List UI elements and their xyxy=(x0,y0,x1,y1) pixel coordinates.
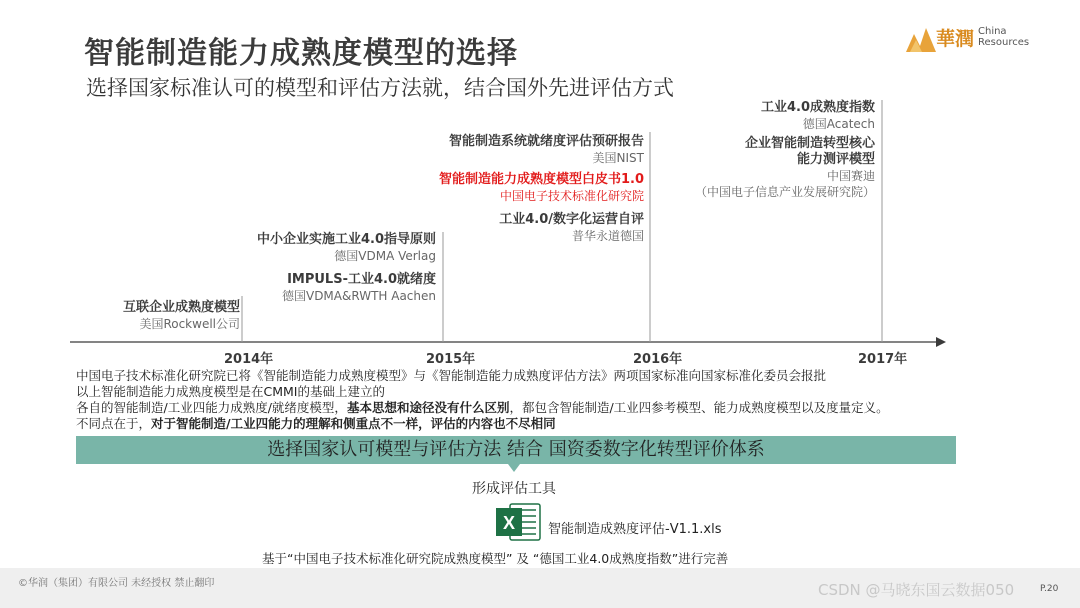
year-2017: 2017年 xyxy=(858,352,908,367)
svg-text:X: X xyxy=(502,513,516,533)
logo-mark-icon xyxy=(906,24,936,52)
bottom-note: 基于“中国电子技术标准化研究院成熟度模型” 及 “德国工业4.0成熟度指数”进行完善 xyxy=(262,551,729,566)
file-name[interactable]: 智能制造成熟度评估-V1.1.xls xyxy=(548,522,722,537)
timeline-item: 中小企业实施工业4.0指导原则 德国VDMA Verlag xyxy=(256,232,436,263)
company-logo xyxy=(906,20,1036,56)
year-2016: 2016年 xyxy=(633,352,683,367)
year-2014: 2014年 xyxy=(224,352,274,367)
excel-file-icon[interactable] xyxy=(496,502,542,542)
copyright-text: ©华润（集团）有限公司 未经授权 禁止翻印 xyxy=(18,578,215,589)
logo-chinese: 華潤 xyxy=(936,28,975,50)
timeline-item: 互联企业成熟度模型 美国Rockwell公司 xyxy=(122,300,240,331)
description-paragraph: 中国电子技术标准化研究院已将《智能制造能力成熟度模型》与《智能制造能力成熟度评估方法》两项国家标准向国家标准化委员会报批 以上智能制造能力成熟度模型是在CMMI的基础上建立的 各自的智能制造/工业四能力成熟度/就绪度模型，基本思想和途径没有什么区别，都包含智能制造/工业四参考模型、能力成熟度模型以及度量定义。 不同点在于，对于智能制造/工业四能力的理解和侧重点不一样，评估的内容也不尽相同 xyxy=(76,368,889,431)
timeline-item: 智能制造系统就绪度评估预研报告 美国NIST xyxy=(448,134,644,165)
logo-english: China Resources xyxy=(978,26,1030,48)
timeline-item: 工业4.0成熟度指数 德国Acatech xyxy=(760,100,875,131)
selection-banner: 选择国家认可模型与评估方法 结合 国资委数字化转型评价体系 xyxy=(76,436,956,464)
timeline-item: 工业4.0/数字化运营自评 普华永道德国 xyxy=(499,212,644,243)
page-title: 智能制造能力成熟度模型的选择 xyxy=(84,36,518,71)
timeline-item: 企业智能制造转型核心 能力测评模型 中国赛迪 （中国电子信息产业发展研究院） xyxy=(694,136,875,199)
watermark-text: CSDN @马晓东国云数据050 xyxy=(818,581,1015,599)
timeline-item-highlight: 智能制造能力成熟度模型白皮书1.0 中国电子技术标准化研究院 xyxy=(438,172,644,203)
page-number: P.20 xyxy=(1040,584,1059,594)
page-subtitle: 选择国家标准认可的模型和评估方法就，结合国外先进评估方式 xyxy=(86,76,674,100)
tool-label: 形成评估工具 xyxy=(472,481,556,497)
year-2015: 2015年 xyxy=(426,352,476,367)
down-arrow-icon xyxy=(508,464,520,472)
timeline-item: IMPULS-工业4.0就绪度 德国VDMA&RWTH Aachen xyxy=(281,272,436,303)
